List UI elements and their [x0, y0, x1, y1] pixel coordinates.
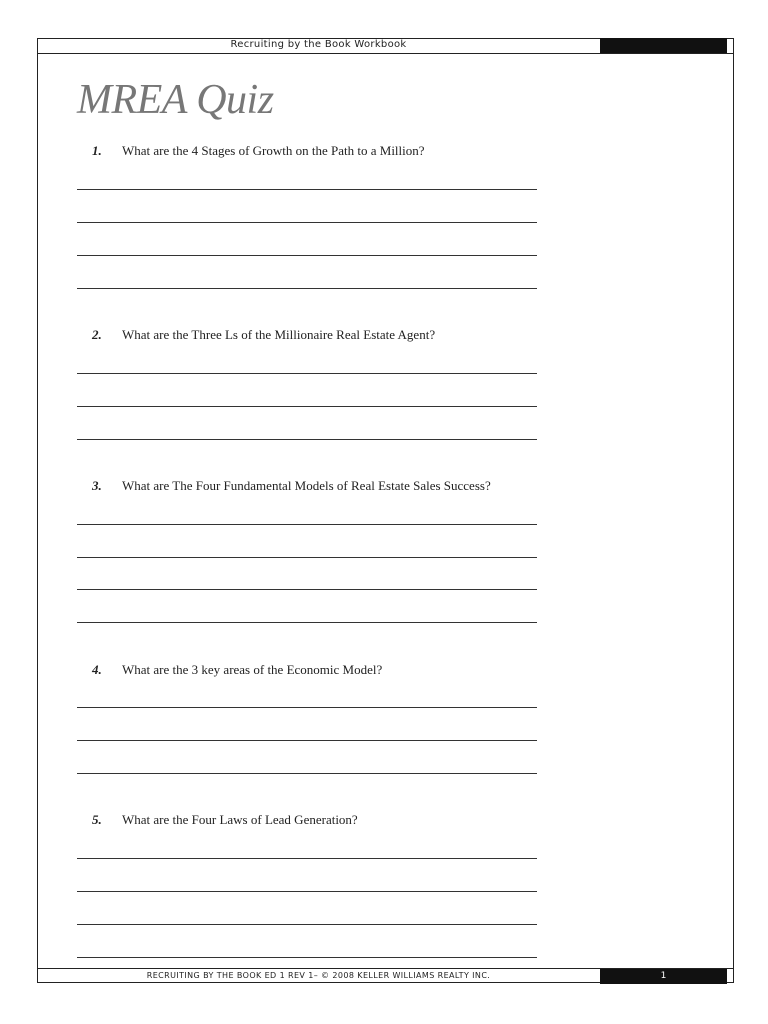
- answer-line[interactable]: [77, 891, 537, 892]
- answer-line[interactable]: [77, 189, 537, 190]
- answer-line[interactable]: [77, 406, 537, 407]
- answer-line[interactable]: [77, 589, 537, 590]
- question-number: 5.: [92, 812, 102, 827]
- page-footer: [37, 968, 734, 984]
- answer-line[interactable]: [77, 707, 537, 708]
- question-number: 2.: [92, 327, 102, 342]
- answer-line[interactable]: [77, 373, 537, 374]
- answer-line[interactable]: [77, 288, 537, 289]
- page-number: 1: [600, 969, 727, 984]
- page-frame: [37, 38, 734, 983]
- answer-line[interactable]: [77, 524, 537, 525]
- question-3: [92, 478, 491, 494]
- answer-line[interactable]: [77, 222, 537, 223]
- question-number: 4.: [92, 662, 102, 677]
- header-title: Recruiting by the Book Workbook: [230, 39, 407, 50]
- question-text: What are the 4 Stages of Growth on the Path to a Million?: [122, 143, 425, 158]
- header-black-tab: [600, 38, 727, 53]
- answer-line[interactable]: [77, 255, 537, 256]
- answer-line[interactable]: [77, 557, 537, 558]
- question-number: 3.: [92, 478, 102, 493]
- answer-line[interactable]: [77, 924, 537, 925]
- answer-line[interactable]: [77, 740, 537, 741]
- answer-line[interactable]: [77, 957, 537, 958]
- question-text: What are the 3 key areas of the Economic Model?: [122, 662, 383, 677]
- page-header: [37, 38, 734, 54]
- question-text: What are the Three Ls of the Millionaire Real Estate Agent?: [122, 327, 436, 342]
- question-1: [92, 143, 425, 159]
- question-2: [92, 327, 435, 343]
- question-text: What are The Four Fundamental Models of Real Estate Sales Success?: [122, 478, 491, 493]
- question-5: [92, 812, 358, 828]
- page-title: MREA Quiz: [77, 77, 274, 123]
- question-text: What are the Four Laws of Lead Generation?: [122, 812, 358, 827]
- question-number: 1.: [92, 143, 102, 158]
- answer-line[interactable]: [77, 773, 537, 774]
- footer-text: RECRUITING BY THE BOOK ED 1 REV 1– © 2008 KELLER WILLIAMS REALTY INC.: [146, 971, 491, 980]
- answer-line[interactable]: [77, 858, 537, 859]
- answer-line[interactable]: [77, 622, 537, 623]
- question-4: [92, 662, 382, 678]
- answer-line[interactable]: [77, 439, 537, 440]
